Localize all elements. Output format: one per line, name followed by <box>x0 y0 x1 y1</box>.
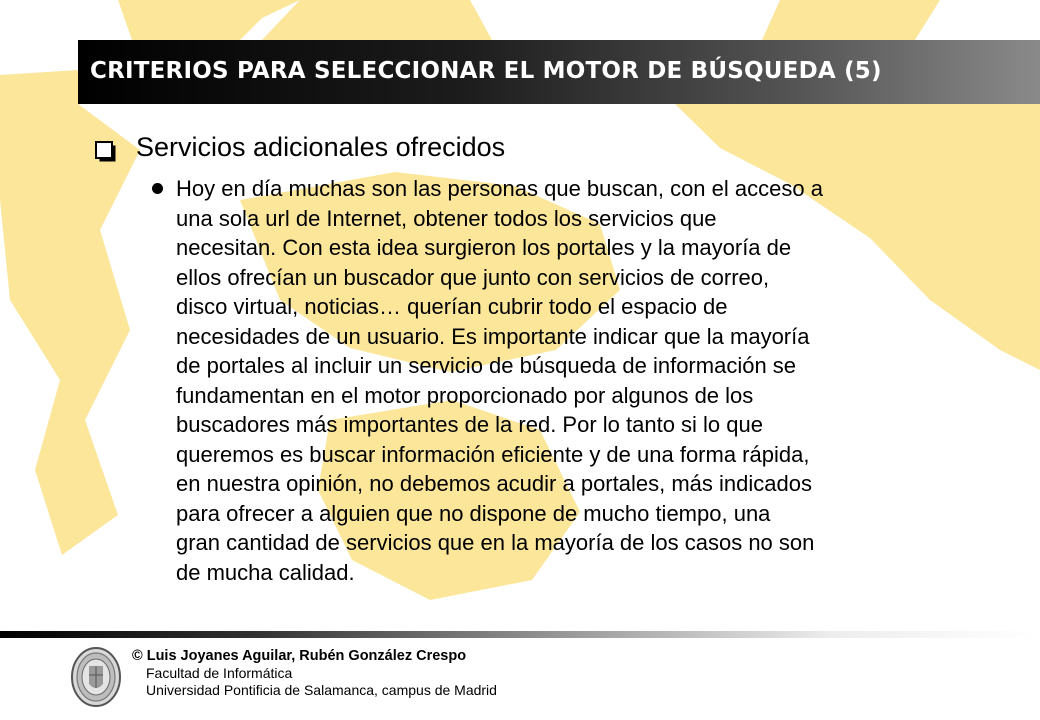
body-line: Hoy en día muchas son las personas que buscan, con el acceso a <box>176 176 823 201</box>
title-bar <box>78 40 1040 104</box>
slide-title: CRITERIOS PARA SELECCIONAR EL MOTOR DE BÚSQUEDA (5) <box>90 58 882 84</box>
body-line: fundamentan en el motor proporcionado por algunos de los <box>176 382 754 408</box>
section-heading: Servicios adicionales ofrecidos <box>136 132 506 162</box>
footer-divider <box>0 631 1040 638</box>
footer-authors: © Luis Joyanes Aguilar, Rubén González Crespo <box>132 648 467 664</box>
body-line: necesitan. Con esta idea surgieron los portales y la mayoría de <box>176 235 792 260</box>
footer-university: Universidad Pontificia de Salamanca, campus de Madrid <box>146 682 497 698</box>
university-seal-icon <box>70 646 122 708</box>
heading-row <box>95 132 795 168</box>
yellow-shape-top-center <box>262 0 492 40</box>
body-line: de mucha calidad. <box>176 559 355 585</box>
body-line: de portales al incluir un servicio de búsqueda de información se <box>176 353 797 378</box>
body-line: ellos ofrecían un buscador que junto con servicios de correo, <box>176 264 770 290</box>
body-line: necesidades de un usuario. Es importante indicar que la mayoría <box>176 323 810 349</box>
checkbox-icon <box>95 141 117 163</box>
footer-credits <box>132 648 497 699</box>
body-line: en nuestra opinión, no debemos acudir a portales, más indicados <box>176 471 812 496</box>
footer-faculty: Facultad de Informática <box>146 665 293 681</box>
body-line: gran cantidad de servicios que en la mayoría de los casos no son <box>176 530 815 555</box>
bullet-dot <box>152 183 163 194</box>
body-paragraph <box>176 174 966 587</box>
body-line: para ofrecer a alguien que no dispone de mucho tiempo, una <box>176 500 771 526</box>
body-line: disco virtual, noticias… querían cubrir todo el espacio de <box>176 294 728 319</box>
body-line: queremos es buscar información eficiente y de una forma rápida, <box>176 441 810 467</box>
body-line: una sola url de Internet, obtener todos los servicios que <box>176 205 717 231</box>
body-line: buscadores más importantes de la red. Por lo tanto si lo que <box>176 412 763 437</box>
yellow-shape-top-right <box>762 0 940 40</box>
